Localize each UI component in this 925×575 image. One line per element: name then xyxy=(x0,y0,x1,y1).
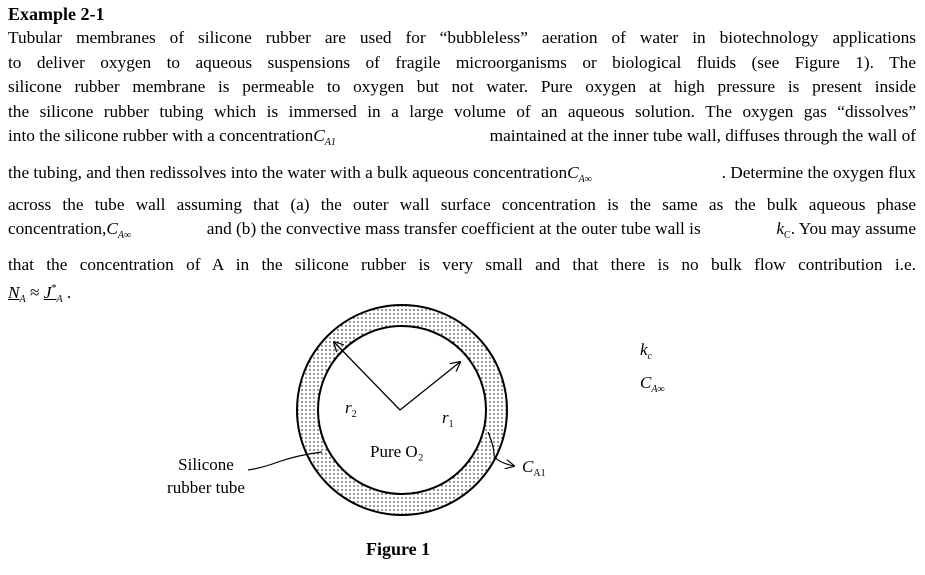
text-segment: maintained at the inner tube wall, diffuses through the wall of xyxy=(489,126,916,146)
label-c-a1: $C_{A1}$ xyxy=(522,457,546,479)
label-k-c: $k_c$ xyxy=(640,340,652,362)
text-line: Tubular membranes of silicone rubber are used for “bubbleless” aeration of water in biotechnology applications xyxy=(8,28,916,47)
text-segment: and (b) the convective mass transfer coefficient at the outer tube wall is xyxy=(206,219,701,239)
symbol-j-a: $J^*_A$ xyxy=(43,283,63,306)
symbol-c-ainf: $C_{A\infty}$ xyxy=(106,219,132,242)
symbol-n-a: $N_A$ xyxy=(8,283,26,306)
label-pure-o2: Pure O₂ xyxy=(370,442,424,461)
problem-statement xyxy=(8,26,916,313)
text-line xyxy=(8,156,916,193)
silicone-tube-wall xyxy=(297,305,507,515)
text-line: silicone rubber membrane is permeable to oxygen but not water. Pure oxygen at high pressure is present inside xyxy=(8,77,916,97)
text-segment: concentration, xyxy=(8,219,107,239)
text-line: that the concentration of A in the silicone rubber is very small and that there is no bulk flow contribution i.e. xyxy=(8,254,916,274)
text-line xyxy=(8,217,916,249)
label-r2: $r_2$ xyxy=(345,398,357,420)
figure-1-diagram xyxy=(0,300,925,575)
text-line: to deliver oxygen to aqueous suspensions of fragile microorganisms or biological fluids (see Figure 1). The xyxy=(8,52,916,72)
label-silicone-tube: Silicone rubber tube xyxy=(167,455,245,497)
label-r1: $r_1$ xyxy=(442,408,454,430)
text-line: across the tube wall assuming that (a) the outer wall surface concentration is the same as the bulk aqueous phase xyxy=(8,194,916,214)
text-line xyxy=(8,124,916,156)
figure-caption: Figure 1 xyxy=(366,539,431,559)
text-line: $N_A \approx J^*_A$ . xyxy=(8,283,72,306)
example-heading: Example 2-1 xyxy=(8,4,105,24)
text-line: the silicone rubber tubing which is immersed in a large volume of an aqueous solution. The oxygen gas “dissolves” xyxy=(8,101,916,121)
text-segment: into the silicone rubber with a concentration xyxy=(8,126,314,146)
symbol-c-a1: $C_{A1}$ xyxy=(313,126,336,149)
text-segment: the tubing, and then redissolves into the water with a bulk aqueous concentration xyxy=(8,162,568,182)
symbol-k-c: $k_C$ xyxy=(776,219,791,242)
symbol-c-ainf: $C_{A\infty}$ xyxy=(567,162,592,185)
text-segment: . Determine the oxygen flux xyxy=(721,162,916,182)
text-segment: . You may assume xyxy=(790,219,916,239)
label-c-ainf: $C_{A\infty}$ xyxy=(640,373,665,395)
